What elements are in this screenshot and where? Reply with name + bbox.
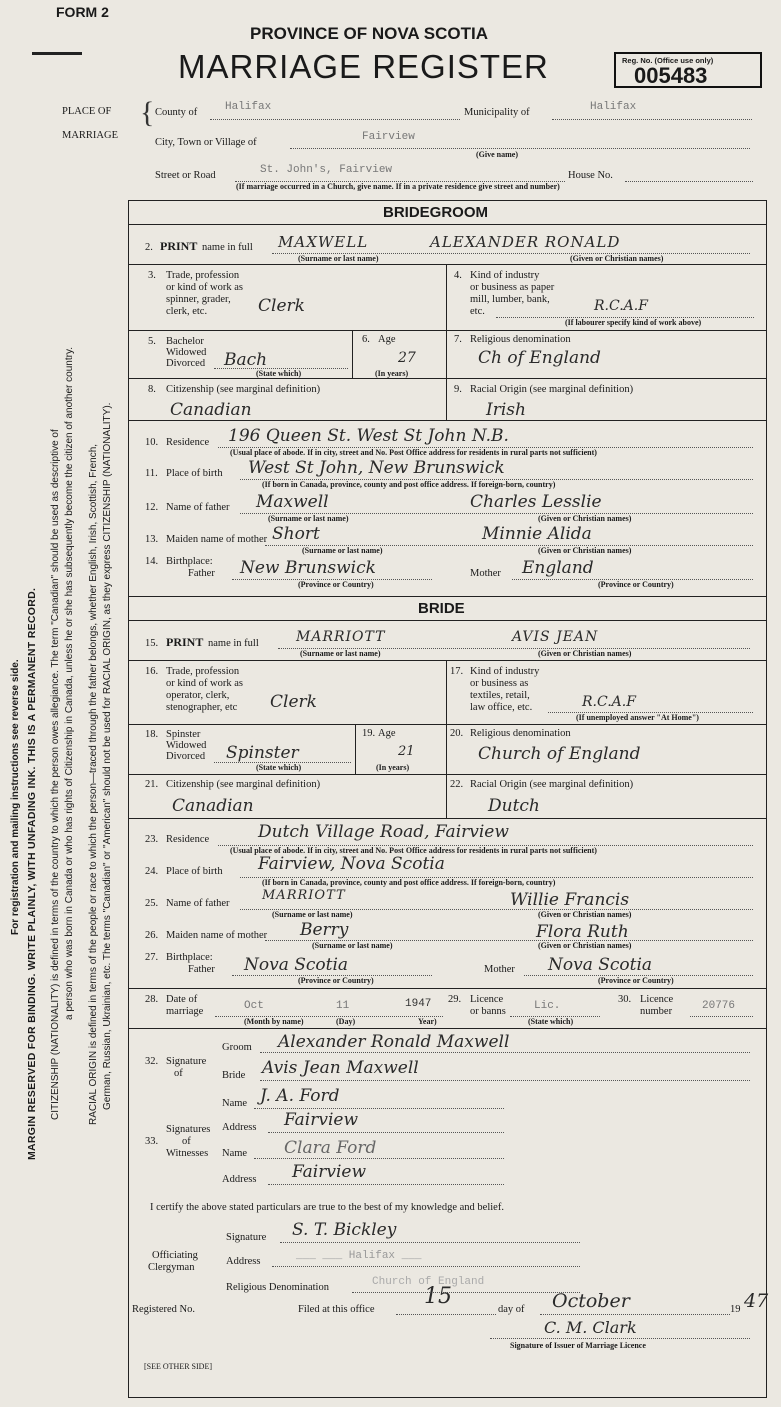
bride-surname[interactable]: MARRIOTT	[296, 629, 386, 645]
bride-heading: BRIDE	[418, 600, 465, 617]
certification: I certify the above stated particulars are true to the best of my knowledge and belief.	[150, 1202, 504, 1213]
f10-label: Residence	[166, 437, 210, 448]
witness2-address[interactable]: Fairview	[292, 1162, 366, 1182]
f18-l2: Widowed	[166, 740, 207, 751]
f32-signature-label: Signature	[166, 1056, 207, 1067]
f32-of-label: of	[174, 1068, 183, 1079]
f28-num: 28.	[145, 994, 159, 1005]
f32-num: 32.	[145, 1056, 159, 1067]
f28-month-sub: (Month by name)	[244, 1017, 304, 1026]
f21-label: Citizenship (see marginal definition)	[166, 779, 321, 790]
groom-trade[interactable]: Clerk	[258, 296, 305, 316]
f16-l2: or kind of work as	[166, 678, 243, 689]
f9-num: 9.	[454, 384, 462, 395]
f26-giv-sub: (Given or Christian names)	[538, 941, 632, 950]
f14-num: 14.	[145, 556, 159, 567]
f4-l2: or business as paper	[470, 282, 555, 293]
f17-note: (If unemployed answer "At Home")	[576, 713, 699, 722]
f30-label-b: number	[640, 1006, 673, 1017]
f27-label-b: Father	[188, 964, 215, 975]
groom-age[interactable]: 27	[398, 350, 416, 366]
w2-address-label: Address	[222, 1174, 257, 1185]
groom-origin[interactable]: Irish	[486, 400, 526, 420]
f7-num: 7.	[454, 334, 462, 345]
bride-father-given[interactable]: Willie Francis	[510, 890, 630, 910]
f24-note: (If born in Canada, province, county and post office address. If foreign-born, country)	[262, 878, 556, 887]
f3-num: 3.	[148, 270, 156, 281]
f15-sur-sub: (Surname or last name)	[300, 649, 381, 658]
f28-year-sub: Year)	[418, 1017, 437, 1026]
f12-num: 12.	[145, 502, 159, 513]
bride-industry[interactable]: R.C.A.F	[582, 694, 636, 710]
side-note-6: German, Russian, Ukrainian, etc. The terms "Canadian" or "American" should not be used for RACIAL ORIGIN, as they express CITIZENSHIP (NATIONALITY).	[102, 402, 113, 1110]
f2-giv-sub: (Given or Christian names)	[570, 254, 664, 263]
f18-l3: Divorced	[166, 751, 206, 762]
filed-month[interactable]: October	[552, 1290, 630, 1312]
page-title: MARRIAGE REGISTER	[178, 48, 549, 85]
f15-print: PRINT	[166, 635, 204, 649]
groom-mother-surname[interactable]: Short	[272, 524, 320, 544]
county-field[interactable]: Halifax	[225, 101, 272, 113]
f29-label-b: or banns	[470, 1006, 506, 1017]
marriage-register-form: For registration and mailing instructions see reverse side. MARGIN RESERVED FOR BINDING. WRITE PLAINLY, WITH UNFADING INK. THIS IS A PERMANENT RECORD. CITIZENSHIP (NATIONALITY) is defined in terms of the country to which the person owes allegiance. The term "Canadian" should be used as descriptive of a person who was born in Canada or who has rights of Citizenship in Canada, unless he or she has subsequently become the citizen of another country. RACIAL ORIGIN is defined in terms of the people or race to which the person—traced through the father belongs, whether English, Irish, Scottish, French, German, Russian, Ukrainian, etc. The terms "Canadian" or "American" should not be used for RACIAL ORIGIN, as they express CITIZENSHIP (NATIONALITY). FORM 2 PROVINCE OF NOVA SCOTIA MARRIAGE REGISTER Reg. No. (Office use only) 005483 PLACE OF MARRIAGE { County of Halifax Municipality of Halifax City, Town or Village of Fairview (Give name) Street or Road St. John's, Fairview House No. (If marriage occurred in a Church, give name. If in a private residence give street and number) BRIDEGROOM 2. PRINT name in full MAXWELL ALEXANDER RONALD (Surname or last name) (Given or Christian names) 3. Trade, profession or kind of work as spinner, grader, clerk, etc. Clerk 4. Kind of industry or business as paper mill, lumber, bank, etc. R.C.A.F (If labourer specify kind of work above) 5. Bachelor Widowed Divorced Bach (State which) 6. Age 27 (In years) 7. Religious denomination Ch of England 8. Citizenship (see marginal definition) Canadian 9. Racial Origin (see marginal definition) Irish 10. Residence 196 Queen St. West St John N.B. (Usual place of abode. If in city, street and No. Post Office address for residents in rural parts not sufficient) 11. Place of birth West St John, New Brunswick (If born in Canada, province, county and post office address. If foreign-born, country) 12. Name of father Maxwell Charles Lesslie (Surname or last name) (Given or Christian names) 13. Maiden name of mother Short Minnie Alida (Surname or last name) (Given or Christian names) 14. Birthplace: Father New Brunswick Mother England (Province or Country) (Province or Country) BRIDE 15. PRINT name in full MARRIOTT AVIS JEAN (Surname or last name) (Given or Christian names) 16. Trade, profession or kind of work as operator, clerk, stenographer, etc Clerk 17. Kind of industry or business as textiles, retail, law office, etc. R.C.A.F (If unemployed answer "At Home") 18. Spinster Widowed Divorced Spinster (State which) 19. Age 21 (In years) 20. Religious denomination Church of England 21. Citizenship (see marginal definition) Canadian 22. Racial Origin (see marginal definition) Dutch 23. Residence Dutch Village Road, Fairview (Usual place of abode. If in city, street and No. Post Office address for residents in rural parts not sufficient) 24. Place of birth Fairview, Nova Scotia (If born in Canada, province, county and post office address. If foreign-born, country) 25. Name of father MARRIOTT Willie Francis (Surname or last name) (Given or Christian names) 26. Maiden name of mother Berry Flora Ruth (Surname or last name) (Given or Christian names) 27. Birthplace: Father Nova Scotia Mother Nova Scotia (Province or Country) (Province or Country) 28. Date of marriage Oct 11 1947 (Month by name) (Day) Year) 29. Licence or banns Lic. (State which) 30. Licence number 20776 32. Signature of Groom Alexander Ronald Maxwell Bride Avis Jean Maxwell Name J. A. Ford 33. Signatures of Witnesses Address Fairview Name Clara Ford Address Fairview I certify the above stated particulars are true to the best of my knowledge and belief. Signature S. T. Bickley Officiating Clergyman Address ___ ___ Halifax ___ Religious Denomination Church of England Registered No. Filed at this office 15 day of October 19 47 C. M. Clark Signature of Issuer of Marriage Licence [SEE OTHER SIDE]	[0, 0, 781, 1407]
f6-num: 6.	[362, 334, 370, 345]
f18-l1: Spinster	[166, 729, 201, 740]
groom-surname[interactable]: MAXWELL	[278, 233, 369, 251]
groom-mother-given[interactable]: Minnie Alida	[482, 524, 592, 544]
year-prefix: 19	[730, 1304, 741, 1315]
groom-signature[interactable]: Alexander Ronald Maxwell	[278, 1032, 510, 1052]
witness1-name[interactable]: J. A. Ford	[260, 1086, 340, 1106]
f5-num: 5.	[148, 336, 156, 347]
f17-l3: textiles, retail,	[470, 690, 530, 701]
witness1-address[interactable]: Fairview	[284, 1110, 358, 1130]
bride-birthplace[interactable]: Fairview, Nova Scotia	[258, 854, 445, 874]
f27-label-a: Birthplace:	[166, 952, 213, 963]
bride-residence[interactable]: Dutch Village Road, Fairview	[258, 822, 509, 842]
f11-note: (If born in Canada, province, county and post office address. If foreign-born, country)	[262, 480, 556, 489]
bride-status[interactable]: Spinster	[226, 743, 299, 763]
groom-father-surname[interactable]: Maxwell	[256, 492, 329, 512]
county-label: County of	[155, 107, 198, 118]
f18-num: 18.	[145, 729, 159, 740]
groom-industry[interactable]: R.C.A.F	[594, 298, 648, 314]
f19-sub: (In years)	[376, 763, 410, 772]
f18-sub: (State which)	[256, 763, 302, 772]
f12-sur-sub: (Surname or last name)	[268, 514, 349, 523]
groom-sig-label: Groom	[222, 1042, 252, 1053]
w1-name-label: Name	[222, 1098, 248, 1109]
f2-sur-sub: (Surname or last name)	[298, 254, 379, 263]
f33-of-label: of	[182, 1136, 191, 1147]
place-of-label: PLACE OF	[62, 106, 112, 117]
bride-sig-label: Bride	[222, 1070, 246, 1081]
bride-signature[interactable]: Avis Jean Maxwell	[262, 1058, 419, 1078]
groom-father-birthplace[interactable]: New Brunswick	[240, 558, 376, 578]
f23-note: (Usual place of abode. If in city, street and No. Post Office address for residents in rural parts not sufficient)	[230, 846, 597, 855]
f2-label: name in full	[202, 242, 253, 253]
f22-num: 22.	[450, 779, 464, 790]
issuer-signature[interactable]: C. M. Clark	[544, 1318, 637, 1337]
f13-sur-sub: (Surname or last name)	[302, 546, 383, 555]
bride-mother-birthplace[interactable]: Nova Scotia	[548, 955, 653, 975]
f24-label: Place of birth	[166, 866, 223, 877]
f28-label-b: marriage	[166, 1006, 204, 1017]
side-note-4: a person who was born in Canada or who has rights of Citizenship in Canada, unless he or she has subsequently become the citizen of another country.	[64, 347, 75, 1020]
place-note: (If marriage occurred in a Church, give name. If in a private residence give street and number)	[236, 182, 560, 191]
bridegroom-heading: BRIDEGROOM	[383, 204, 488, 221]
street-field[interactable]: St. John's, Fairview	[260, 164, 393, 176]
f3-l4: clerk, etc.	[166, 306, 208, 317]
f3-l1: Trade, profession	[166, 270, 240, 281]
f14-mother-label: Mother	[470, 568, 501, 579]
groom-status[interactable]: Bach	[224, 350, 268, 370]
see-other-side: [SEE OTHER SIDE]	[144, 1362, 212, 1371]
f25-sur-sub: (Surname or last name)	[272, 910, 353, 919]
f27-m-sub: (Province or Country)	[598, 976, 674, 985]
f33-witnesses-label: Witnesses	[166, 1148, 209, 1159]
bride-citizenship[interactable]: Canadian	[172, 796, 254, 816]
house-label: House No.	[568, 170, 613, 181]
f15-label: name in full	[208, 638, 259, 649]
religious-denom-label: Religious Denomination	[226, 1282, 329, 1293]
give-name-note: (Give name)	[476, 150, 518, 159]
f28-label-a: Date of	[166, 994, 198, 1005]
officiating-label: Officiating	[152, 1250, 198, 1261]
f29-sub: (State which)	[528, 1017, 574, 1026]
officiant-denomination[interactable]: Church of England	[372, 1276, 485, 1288]
f25-giv-sub: (Given or Christian names)	[538, 910, 632, 919]
filed-label: Filed at this office	[298, 1304, 375, 1315]
f27-f-sub: (Province or Country)	[298, 976, 374, 985]
street-label: Street or Road	[155, 170, 216, 181]
f25-label: Name of father	[166, 898, 230, 909]
bride-trade[interactable]: Clerk	[270, 692, 317, 712]
bride-mother-surname[interactable]: Berry	[300, 920, 349, 940]
f17-num: 17.	[450, 666, 464, 677]
f15-num: 15.	[145, 638, 159, 649]
f5-l2: Widowed	[166, 347, 207, 358]
reg-no-label: Reg. No. (Office use only)	[622, 56, 714, 65]
f24-num: 24.	[145, 866, 159, 877]
officiant-sig-label: Signature	[226, 1232, 267, 1243]
f11-label: Place of birth	[166, 468, 223, 479]
marriage-label: MARRIAGE	[62, 130, 119, 141]
groom-citizenship[interactable]: Canadian	[170, 400, 252, 420]
f2-num: 2.	[145, 242, 153, 253]
f6-sub: (In years)	[375, 369, 409, 378]
witness2-name[interactable]: Clara Ford	[284, 1138, 377, 1158]
f4-l3: mill, lumber, bank,	[470, 294, 550, 305]
f15-giv-sub: (Given or Christian names)	[538, 649, 632, 658]
f10-num: 10.	[145, 437, 159, 448]
groom-given[interactable]: ALEXANDER RONALD	[430, 233, 621, 251]
f20-label: Religious denomination	[470, 728, 571, 739]
municipality-field[interactable]: Halifax	[590, 101, 637, 113]
city-label: City, Town or Village of	[155, 137, 257, 148]
f3-l3: spinner, grader,	[166, 294, 231, 305]
day-of-label: day of	[498, 1304, 525, 1315]
groom-religion[interactable]: Ch of England	[478, 348, 601, 368]
f7-label: Religious denomination	[470, 334, 571, 345]
f23-num: 23.	[145, 834, 159, 845]
w1-address-label: Address	[222, 1122, 257, 1133]
f13-giv-sub: (Given or Christian names)	[538, 546, 632, 555]
f25-num: 25.	[145, 898, 159, 909]
f13-label: Maiden name of mother	[166, 534, 268, 545]
f11-num: 11.	[145, 468, 158, 479]
side-note-1: For registration and mailing instructions see reverse side.	[10, 659, 21, 935]
side-note-2: MARGIN RESERVED FOR BINDING. WRITE PLAINLY, WITH UNFADING INK. THIS IS A PERMANENT RECORD.	[26, 587, 38, 1160]
f4-l4: etc.	[470, 306, 485, 317]
f14-f-sub: (Province or Country)	[298, 580, 374, 589]
side-note-3: CITIZENSHIP (NATIONALITY) is defined in terms of the country to which the person owes allegiance. The term "Canadian" should be used as descriptive of	[50, 429, 61, 1120]
groom-residence[interactable]: 196 Queen St. West St John N.B.	[228, 426, 509, 446]
officiant-signature[interactable]: S. T. Bickley	[292, 1220, 397, 1240]
filed-year[interactable]: 47	[744, 1290, 769, 1312]
groom-mother-birthplace[interactable]: England	[522, 558, 594, 578]
f17-l2: or business as	[470, 678, 529, 689]
f29-label-a: Licence	[470, 994, 504, 1005]
bride-mother-given[interactable]: Flora Ruth	[536, 922, 629, 942]
groom-birthplace[interactable]: West St John, New Brunswick	[248, 458, 505, 478]
licence-or-banns[interactable]: Lic.	[534, 1000, 561, 1012]
bride-father-surname[interactable]: MARRIOTT	[262, 888, 346, 903]
issuer-sig-label: Signature of Issuer of Marriage Licence	[510, 1341, 646, 1350]
f5-l3: Divorced	[166, 358, 206, 369]
bride-origin[interactable]: Dutch	[488, 796, 540, 816]
w2-name-label: Name	[222, 1148, 248, 1159]
f26-sur-sub: (Surname or last name)	[312, 941, 393, 950]
f28-day-sub: (Day)	[336, 1017, 356, 1026]
f30-num: 30.	[618, 994, 632, 1005]
bride-religion[interactable]: Church of England	[478, 744, 641, 764]
city-field[interactable]: Fairview	[362, 131, 415, 143]
f4-l1: Kind of industry	[470, 270, 540, 281]
f12-label: Name of father	[166, 502, 230, 513]
f4-num: 4.	[454, 270, 462, 281]
f16-num: 16.	[145, 666, 159, 677]
f13-num: 13.	[145, 534, 159, 545]
bride-age[interactable]: 21	[398, 744, 415, 759]
municipality-label: Municipality of	[464, 107, 530, 118]
f5-l1: Bachelor	[166, 336, 204, 347]
f12-giv-sub: (Given or Christian names)	[538, 514, 632, 523]
f3-l2: or kind of work as	[166, 282, 243, 293]
f8-label: Citizenship (see marginal definition)	[166, 384, 321, 395]
officiant-address-label: Address	[226, 1256, 261, 1267]
reg-no-value: 005483	[634, 63, 708, 88]
f27-num: 27.	[145, 952, 159, 963]
marriage-year[interactable]: 1947	[405, 998, 432, 1010]
f4-note: (If labourer specify kind of work above)	[565, 318, 702, 327]
f17-l4: law office, etc.	[470, 702, 533, 713]
f9-label: Racial Origin (see marginal definition)	[470, 384, 634, 395]
province-heading: PROVINCE OF NOVA SCOTIA	[250, 24, 489, 43]
f27-mother-label: Mother	[484, 964, 515, 975]
f19-num: 19.	[362, 728, 376, 739]
marriage-month[interactable]: Oct	[244, 1000, 264, 1012]
registered-no-label: Registered No.	[132, 1304, 195, 1315]
f30-label-a: Licence	[640, 994, 674, 1005]
form-number: FORM 2	[56, 4, 109, 20]
f14-label-a: Birthplace:	[166, 556, 213, 567]
f19-label: Age	[378, 728, 396, 739]
f10-note: (Usual place of abode. If in city, street and No. Post Office address for residents in rural parts not sufficient)	[230, 448, 597, 457]
f5-sub: (State which)	[256, 369, 302, 378]
f14-label-b: Father	[188, 568, 215, 579]
f22-label: Racial Origin (see marginal definition)	[470, 779, 634, 790]
licence-number[interactable]: 20776	[702, 1000, 736, 1012]
f33-signatures-label: Signatures	[166, 1124, 211, 1135]
f20-num: 20.	[450, 728, 464, 739]
f17-l1: Kind of industry	[470, 666, 540, 677]
side-note-5: RACIAL ORIGIN is defined in terms of the people or race to which the person—traced through the father belongs, whether English, Irish, Scottish, French,	[88, 443, 99, 1125]
f26-num: 26.	[145, 930, 159, 941]
f16-l3: operator, clerk,	[166, 690, 230, 701]
filed-day[interactable]: 15	[424, 1284, 452, 1309]
f29-num: 29.	[448, 994, 462, 1005]
f14-m-sub: (Province or Country)	[598, 580, 674, 589]
f6-label: Age	[378, 334, 396, 345]
f23-label: Residence	[166, 834, 210, 845]
f21-num: 21.	[145, 779, 159, 790]
clergyman-label: Clergyman	[148, 1262, 195, 1273]
groom-father-given[interactable]: Charles Lesslie	[470, 492, 602, 512]
bride-given[interactable]: AVIS JEAN	[512, 629, 599, 645]
marriage-day[interactable]: 11	[336, 1000, 350, 1012]
f8-num: 8.	[148, 384, 156, 395]
officiant-address[interactable]: ___ ___ Halifax ___	[296, 1250, 422, 1262]
f33-num: 33.	[145, 1136, 159, 1147]
bride-father-birthplace[interactable]: Nova Scotia	[244, 955, 349, 975]
f26-label: Maiden name of mother	[166, 930, 268, 941]
f2-print: PRINT	[160, 239, 198, 253]
f16-l4: stenographer, etc	[166, 702, 238, 713]
f16-l1: Trade, profession	[166, 666, 240, 677]
